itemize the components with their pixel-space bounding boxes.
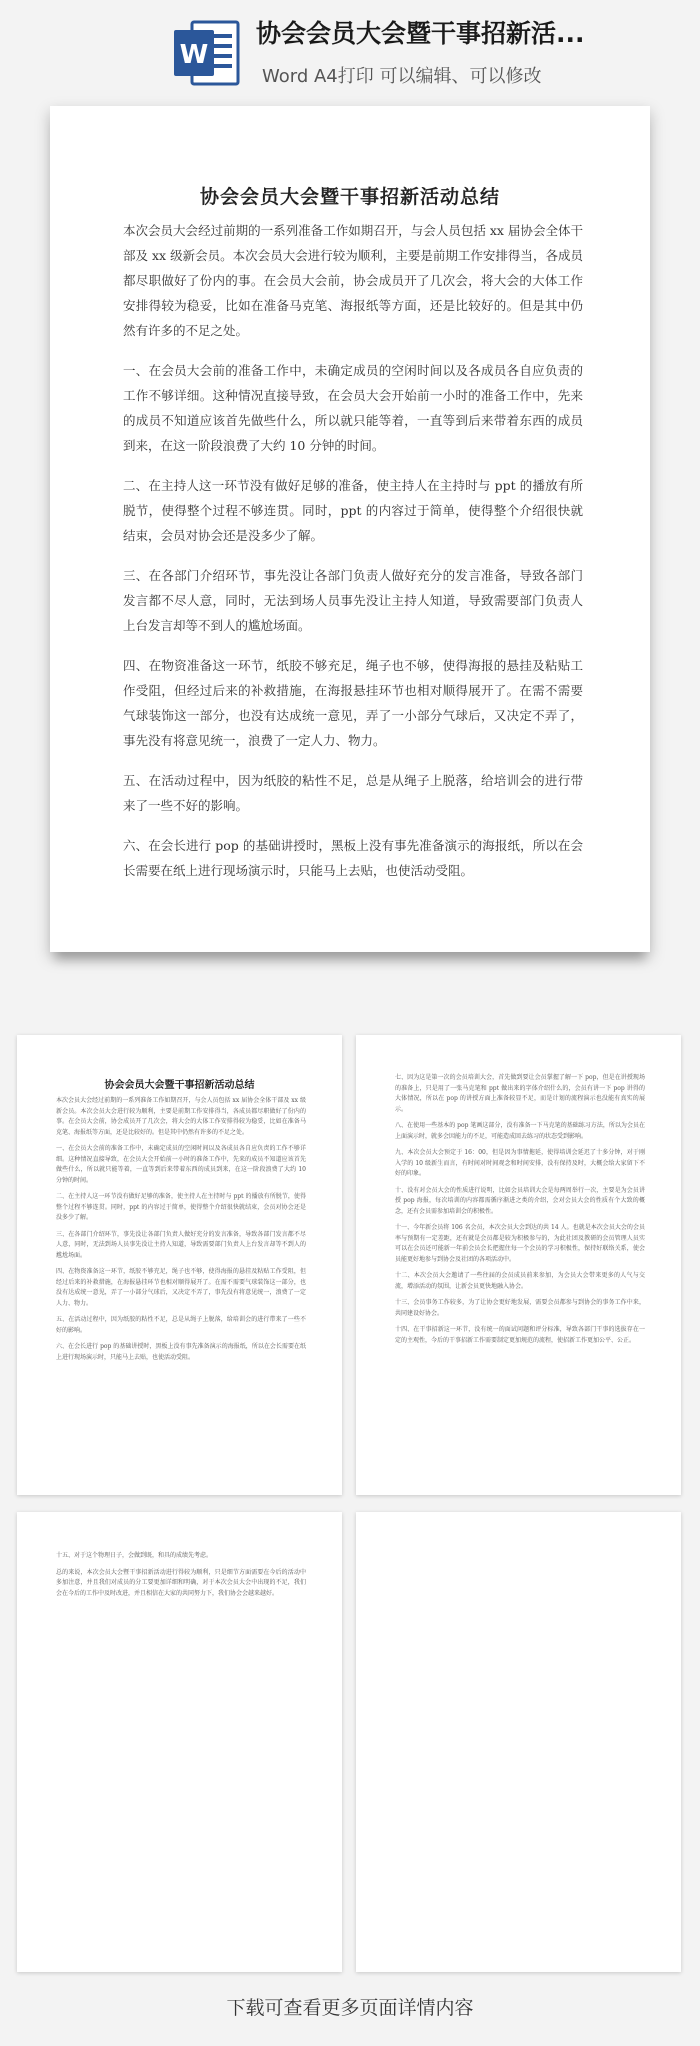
thumbnail-paragraph: 九、本次会员大会预定于 16：00，但是因为事情拖延，使得培训会延迟了十多分钟，对于刚入学的 10 级新生而言，有时间对时间观念和时间安排，没有保持及时，大概会给大家留下不好的印象。 bbox=[395, 1149, 645, 1177]
header-bar bbox=[0, 0, 700, 100]
thumbnail-paragraph: 七、因为这是第一次的会员培训大会，首先做到要让会员掌握了解一下 pop，但是在讲授现场的准备上，只是用了一张马克笔和 ppt 做出来的字体介绍什么的，会员有讲一下 pop 讲得的大体情况，所以在 pop 的讲授方面上准备较显不足，而是计划的流程演示也没能有真实的展示。 bbox=[395, 1074, 645, 1113]
thumbnail-paragraph: 十四、在干事招新这一环节，没有统一的面试问题和评分标准，导致各部门干事的选拔存在一定的主观性，今后的干事招新工作需要制定更加规范的流程，使招新工作更加公平、公正。 bbox=[395, 1326, 645, 1344]
thumbnail-paragraph: 一、在会员大会前的准备工作中，未确定成员的空闲时间以及各成员各自应负责的工作不够详细。这种情况直接导致，在会员大会开始前一小时的准备工作中，先来的成员不知道应该首先做些什么，所以就只能等着，一直等到后来带着东西的成员到来，在这一阶段浪费了大约 10 分钟的时间。 bbox=[56, 1145, 306, 1184]
document-title: 协会会员大会暨干事招新活... bbox=[256, 19, 585, 48]
thumbnail-title: 协会会员大会暨干事招新活动总结 bbox=[104, 1080, 255, 1091]
thumbnail-paragraph: 五、在活动过程中，因为纸胶的粘性不足，总是从绳子上脱落，给培训会的进行带来了一些不好的影响。 bbox=[56, 1316, 306, 1334]
paragraph-5: 五、在活动过程中，因为纸胶的粘性不足，总是从绳子上脱落，给培训会的进行带来了一些不好的影响。 bbox=[123, 773, 583, 813]
download-more-link[interactable]: 下载可查看更多页面详情内容 bbox=[226, 1997, 474, 2019]
thumbnail-body bbox=[395, 1073, 645, 1352]
thumbnail-paragraph: 十五、对于这个物理日子，会做到既，和具的成绩先考虑。 bbox=[56, 1552, 213, 1559]
paragraph-4: 四、在物资准备这一环节，纸胶不够充足，绳子也不够，使得海报的悬挂及粘贴工作受阻，但经过后来的补救措施，在海报悬挂环节也相对顺得展开了。在需不需要气球装饰这一部分，也没有达成统一意见，弄了一小部分气球后，又决定不弄了，事先没有将意见统一，浪费了一定人力、物力。 bbox=[123, 658, 583, 748]
thumbnail-paragraph: 十一、今年新会员将 106 名会员，本次会员大会到达的共 14 人。也就是本次会员大会的会员率与预期有一定差距，还有就是会员都是较为积极参与的，为此社团及教研的会员管理人员实可以在会员还可能新一年前会员会长把握住每一个会员的学习积极性，保持好联络关系，使会员能更好地参与到协会及社团的各项活动中。 bbox=[395, 1224, 645, 1263]
page-thumbnail-3[interactable] bbox=[17, 1512, 342, 1972]
thumbnail-paragraph: 四、在物资准备这一环节，纸胶不够充足，绳子也不够，使得海报的悬挂及粘贴工作受阻，但经过后来的补救措施，在海报悬挂环节也相对顺得展开了。在需不需要气球装饰这一部分，也没有达成统一意见，弄了一小部分气球后，又决定不弄了，事先没有将意见统一，浪费了一定人力、物力。 bbox=[56, 1268, 306, 1307]
thumbnail-paragraph: 十三、会员事务工作较多，为了让协会更好地发展，需要会员都参与到协会的事务工作中来，共同建设好协会。 bbox=[395, 1299, 645, 1317]
thumbnail-paragraph: 六、在会长进行 pop 的基础讲授时，黑板上没有事先准备演示的海报纸，所以在会长需要在纸上进行现场演示时，只能马上去贴，也使活动受阻。 bbox=[56, 1343, 306, 1361]
page-thumbnail-2[interactable] bbox=[356, 1035, 681, 1495]
paragraph-intro: 本次会员大会经过前期的一系列准备工作如期召开，与会人员包括 xx 届协会全体干部及 xx 级新会员。本次会员大会进行较为顺利，主要是前期工作安排得当，各成员都尽职做好了份内的事。在会员大会前，协会成员开了几次会，将大会的大体工作安排得较为稳妥，比如在准备马克笔、海报纸等方面，还是比较好的。但是其中仍然有许多的不足之处。 bbox=[123, 223, 583, 338]
thumbnail-paragraph: 十二、本次会员大会邀请了一些往届的会员成员前来参加，为会员大会带来更多的人气与交流，增添活动的氛围，让新会员更快地融入协会。 bbox=[395, 1272, 645, 1290]
thumbnail-paragraph: 二、在主持人这一环节没有做好足够的准备，使主持人在主持时与 ppt 的播放有所脱节，使得整个过程不够连贯。同时，ppt 的内容过于简单，使得整个介绍很快就结束，会员对协会还是没多少了解。 bbox=[56, 1193, 306, 1221]
thumbnail-body bbox=[56, 1551, 306, 1605]
page-thumbnail-4[interactable] bbox=[356, 1512, 681, 1972]
document-subtitle: Word A4打印 可以编辑、可以修改 bbox=[262, 66, 542, 87]
thumbnail-body bbox=[56, 1096, 306, 1369]
page-preview-main[interactable] bbox=[50, 106, 650, 952]
page-title: 协会会员大会暨干事招新活动总结 bbox=[199, 186, 500, 208]
paragraph-3: 三、在各部门介绍环节，事先没让各部门负责人做好充分的发言准备，导致各部门发言都不尽人意，同时，无法到场人员事先没让主持人知道，导致需要部门负责人上台发言却等不到人的尴尬场面。 bbox=[123, 568, 583, 633]
svg-text:W: W bbox=[179, 40, 209, 70]
thumbnail-paragraph: 本次会员大会经过前期的一系列准备工作如期召开，与会人员包括 xx 届协会全体干部及 xx 级新会员。本次会员大会进行较为顺利，主要是前期工作安排得当，各成员都尽职做好了份内的事。在会员大会前，协会成员开了几次会，将大会的大体工作安排得较为稳妥，比如在准备马克笔、海报纸等方面，还是比较好的。但是其中仍然有许多的不足之处。 bbox=[56, 1097, 306, 1136]
thumbnail-paragraph: 三、在各部门介绍环节，事先没让各部门负责人做好充分的发言准备，导致各部门发言都不尽人意，同时，无法到场人员事先没让主持人知道，导致需要部门负责人上台发言却等不到人的尴尬场面。 bbox=[56, 1230, 306, 1259]
paragraph-1: 一、在会员大会前的准备工作中，未确定成员的空闲时间以及各成员各自应负责的工作不够详细。这种情况直接导致，在会员大会开始前一小时的准备工作中，先来的成员不知道应该首先做些什么，所以就只能等着，一直等到后来带着东西的成员到来，在这一阶段浪费了大约 10 分钟的时间。 bbox=[123, 363, 583, 453]
page-thumbnail-1[interactable] bbox=[17, 1035, 342, 1495]
paragraph-2: 二、在主持人这一环节没有做好足够的准备，使主持人在主持时与 ppt 的播放有所脱节，使得整个过程不够连贯。同时，ppt 的内容过于简单，使得整个介绍很快就结束，会员对协会还是没多少了解。 bbox=[123, 478, 583, 543]
thumbnail-paragraph: 八、在使用一些基本的 pop 笔画这部分，没有准备一下马克笔的基础练习方法，所以为会员在上面演示时，就多会因能力的不足，可能造成回去练习的状态受到影响。 bbox=[395, 1122, 645, 1140]
page-body bbox=[123, 218, 583, 898]
thumbnail-paragraph: 十、没有对会员大会的性质进行说明，比如会员培训大会是每两周举行一次，主要是为会员讲授 pop 海报，每次培训的内容都需循序渐进之类的介绍，会对会员大会的性质有个大致的概念，还有会员需参加培训会的积极性。 bbox=[395, 1186, 645, 1215]
thumbnail-paragraph: 总的来说，本次会员大会暨干事招新活动进行得较为顺利，只是细节方面需要在今后的活动中多加注意，并且我们对成员的分工要更加详细和明确，对于本次会员大会中出现的不足，我们会在今后的工作中及时改进，并且相信在大家的共同努力下，我们协会会越来越好。 bbox=[56, 1568, 306, 1597]
word-document-icon bbox=[172, 18, 242, 88]
paragraph-6: 六、在会长进行 pop 的基础讲授时，黑板上没有事先准备演示的海报纸，所以在会长需要在纸上进行现场演示时，只能马上去贴，也使活动受阻。 bbox=[123, 838, 583, 878]
